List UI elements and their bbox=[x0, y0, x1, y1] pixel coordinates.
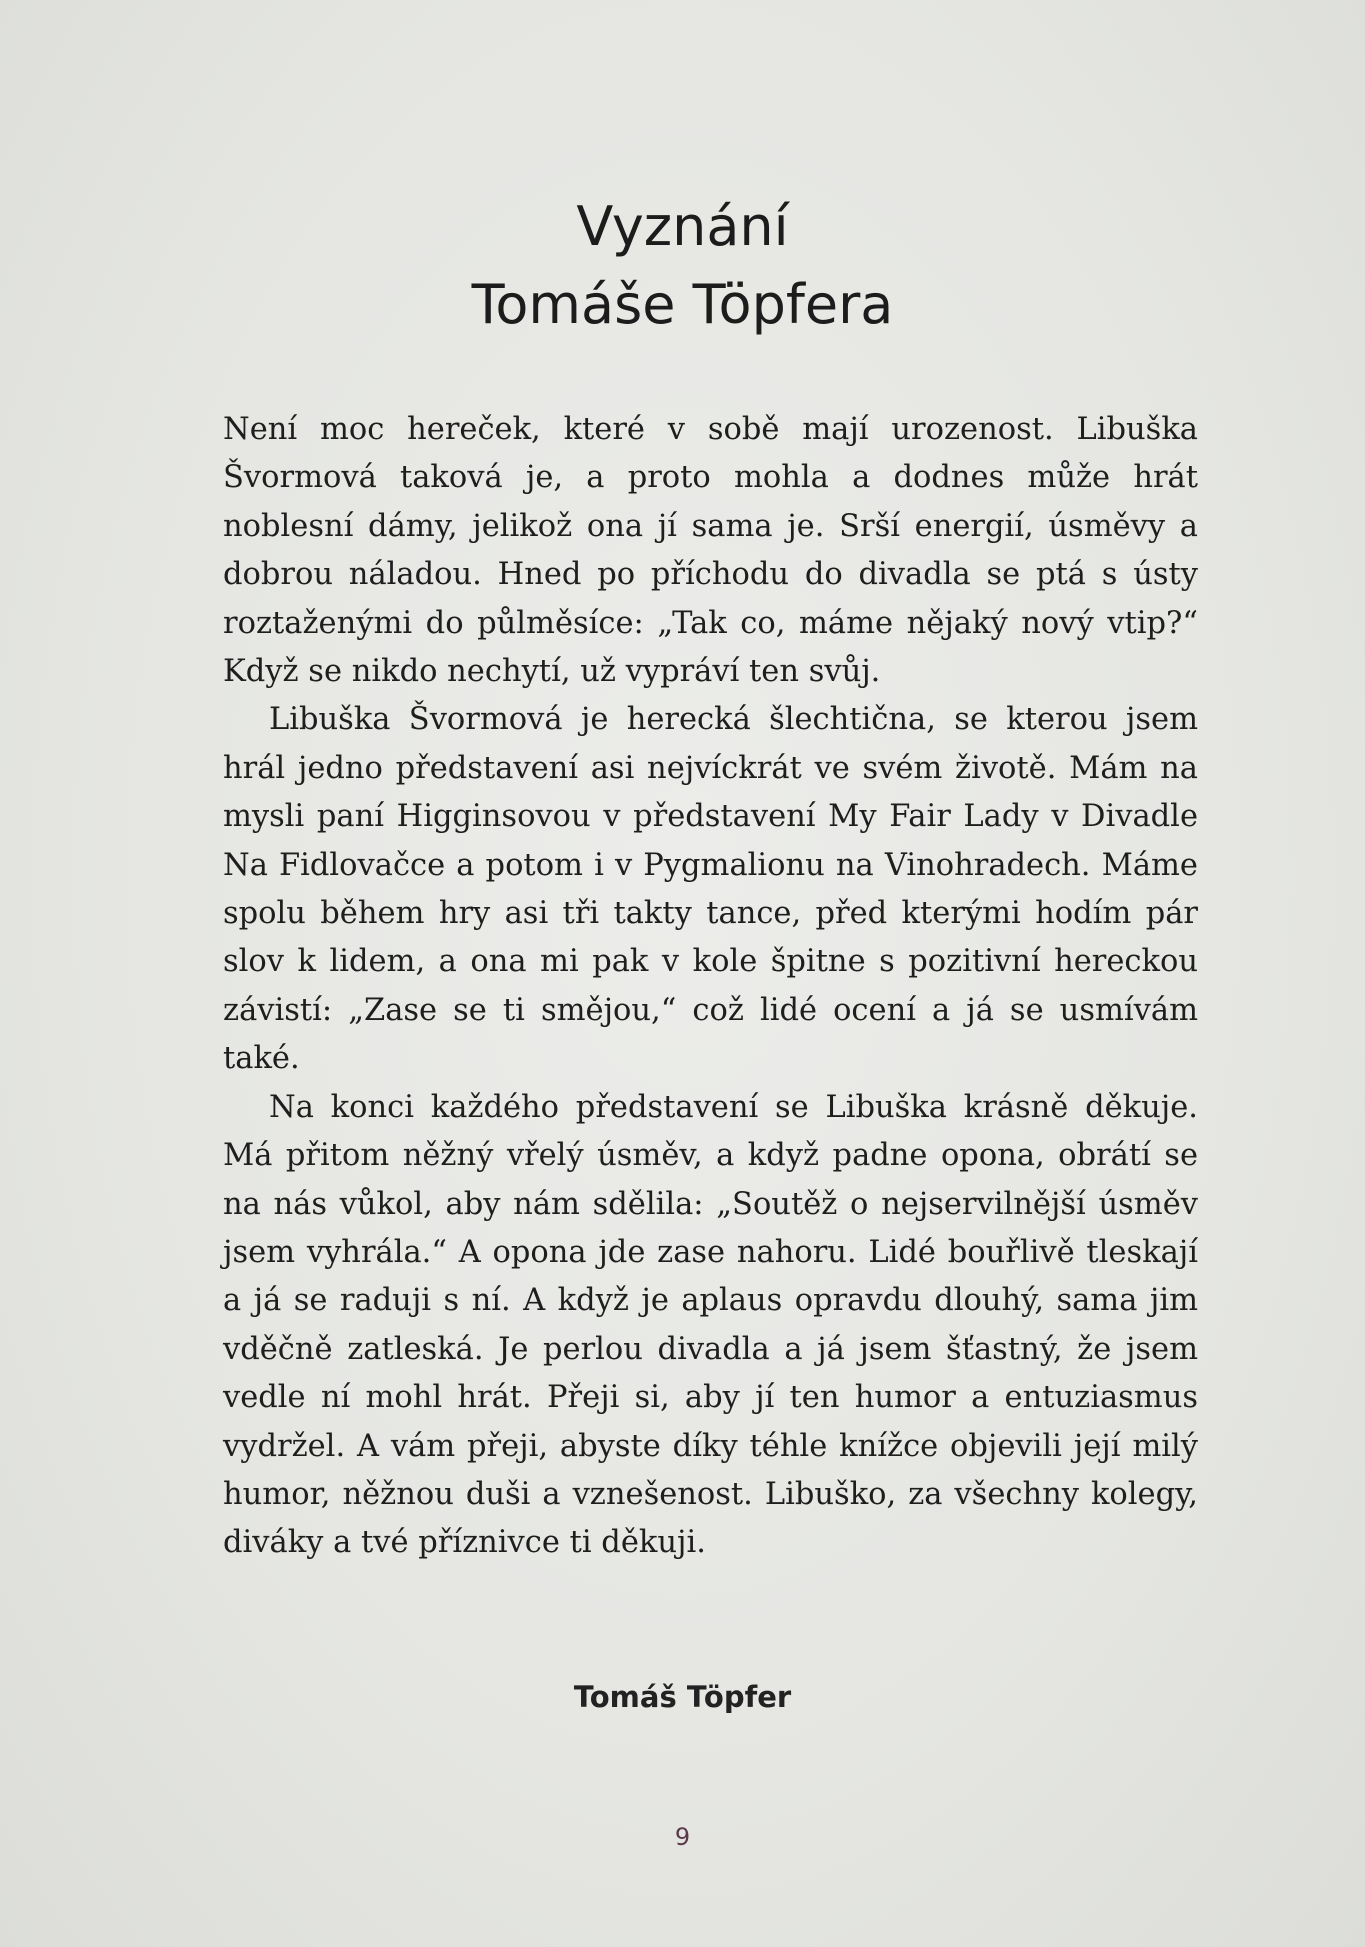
title-line-2: Tomáše Töpfera bbox=[471, 273, 894, 336]
page-number: 9 bbox=[674, 1823, 691, 1851]
body-text bbox=[223, 406, 1198, 1568]
paragraph-3: Na konci každého představení se Libuška krásně děkuje. Má přitom něžný vřelý úsměv, a když padne opona, obrátí se na nás vůkol, aby nám sdělila: „Soutěž o nejservilnější úsměv jsem vyhrála.“ A opona jde zase nahoru. Lidé bouřlivě tleskají a já se raduji s ní. A když je aplaus opravdu dlouhý, sama jim vděčně zatleská. Je perlou divadla a já jsem šťastný, že jsem vedle ní mohl hrát. Přeji si, aby jí ten humor a entuziasmus vydržel. A vám přeji, abyste díky téhle knížce objevili její milý humor, něžnou duši a vznešenost. Libuško, za všechny kolegy, diváky a tvé příznivce ti děkuji. bbox=[223, 1089, 1198, 1561]
author-signature: Tomáš Töpfer bbox=[573, 1680, 792, 1714]
paragraph-1: Není moc hereček, které v sobě mají urozenost. Libuška Švormová taková je, a proto mohla a dodnes může hrát noblesní dámy, jelikož ona jí sama je. Srší energií, úsměvy a dobrou náladou. Hned po příchodu do divadla se ptá s ústy roztaženými do půlměsíce: „Tak co, máme nějaký nový vtip?“ Když se nikdo nechytí, už vypráví ten svůj. bbox=[223, 412, 1198, 690]
paragraph-2: Libuška Švormová je herecká šlechtična, se kterou jsem hrál jedno představení asi nejvíckrát ve svém životě. Mám na mysli paní Higginsovou v představení My Fair Lady v Divadle Na Fidlovačce a potom i v Pygmalionu na Vinohradech. Máme spolu během hry asi tři takty tance, před kterými hodím pár slov k lidem, a ona mi pak v kole špitne s pozitivní hereckou závistí: „Zase se ti smějou,“ což lidé ocení a já se usmívám také. bbox=[223, 702, 1198, 1077]
title-line-1: Vyznání bbox=[576, 195, 789, 258]
page-title bbox=[0, 188, 1365, 344]
